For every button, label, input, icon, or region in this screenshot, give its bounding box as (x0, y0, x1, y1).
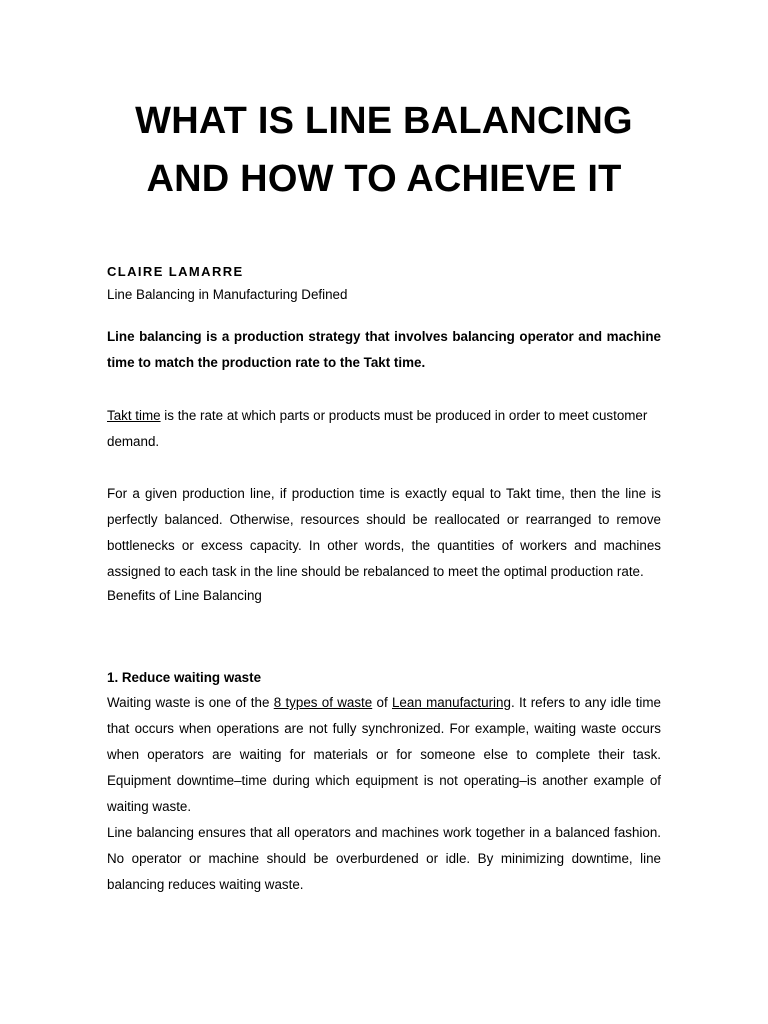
waiting-text-b: of (372, 695, 392, 710)
line-balancing-paragraph: Line balancing ensures that all operators and machines work together in a balanced fashion. No operator or machine should be overburdened or idle. By minimizing downtime, line balancing reduces waiting waste. (107, 825, 661, 892)
author-name: CLAIRE LAMARRE (107, 264, 244, 279)
subtitle: Line Balancing in Manufacturing Defined (107, 287, 348, 302)
production-line-paragraph: For a given production line, if production time is exactly equal to Takt time, then the line is perfectly balanced. Otherwise, resources should be reallocated or rearranged to remove bottlenecks or excess capacity. In other words, the quantities of workers and machines assigned to each task in the line should be rebalanced to meet the optimal production rate. (107, 486, 661, 579)
waiting-text-c: . It refers to any idle time that occurs when operations are not fully synchronized. For example, waiting waste occurs when operators are waiting for materials or for someone else to complete their task. Equipment downtime–time during which equipment is not operating–is another example of waiting waste. (107, 695, 662, 814)
takt-paragraph (107, 403, 661, 455)
page-title (0, 92, 768, 208)
title-line-1: WHAT IS LINE BALANCING (135, 100, 633, 142)
waiting-text-a: Waiting waste is one of the (107, 695, 274, 710)
lean-manufacturing-link[interactable]: Lean manufacturing (391, 695, 511, 710)
types-of-waste-link[interactable]: 8 types of waste (273, 695, 373, 710)
takt-paragraph-text: is the rate at which parts or products must be produced in order to meet customer demand. (107, 408, 648, 449)
title-line-2: AND HOW TO ACHIEVE IT (146, 158, 622, 200)
benefits-heading: Benefits of Line Balancing (107, 588, 262, 603)
waiting-waste-paragraph (107, 690, 661, 820)
section-heading-waiting-waste: 1. Reduce waiting waste (107, 670, 262, 685)
lead-paragraph: Line balancing is a production strategy that involves balancing operator and machine time to match the production rate to the Takt time. (107, 329, 661, 370)
takt-time-link[interactable]: Takt time (107, 408, 161, 423)
